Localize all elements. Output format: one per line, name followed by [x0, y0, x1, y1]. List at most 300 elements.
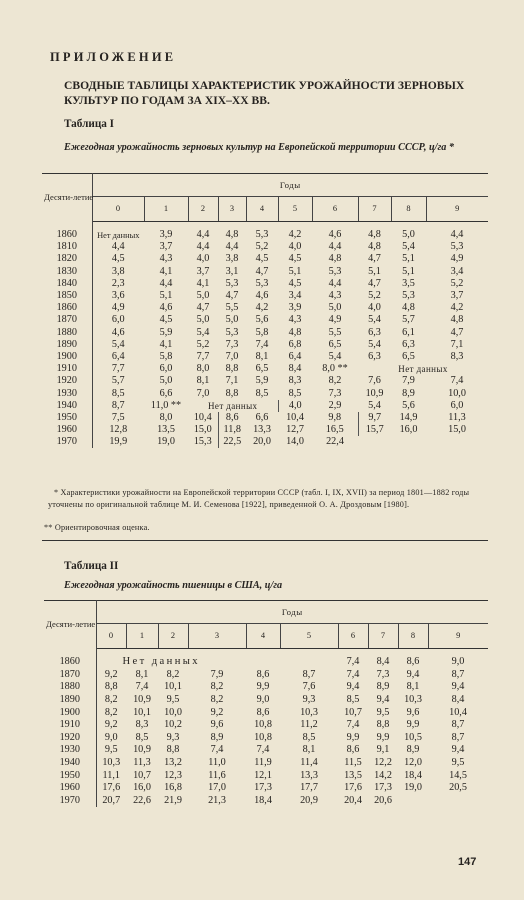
value-cell: 4,2: [255, 302, 269, 314]
decade-cell: 1960: [44, 782, 96, 795]
value-cell: 11,6: [208, 769, 226, 781]
value-cell: 6,1: [402, 326, 415, 338]
value-cell: 7,4: [135, 681, 149, 693]
column-header: 0: [92, 197, 144, 222]
table-row: [42, 302, 488, 314]
value-cell: 5,3: [402, 290, 415, 302]
value-cell: 15,0: [448, 424, 466, 436]
value-cell: 19,9: [109, 436, 128, 448]
value-cell: 8,1: [196, 375, 210, 387]
value-cell: 17,3: [254, 782, 272, 794]
decade-cell: 1930: [42, 387, 92, 399]
value-cell: 5,1: [159, 290, 173, 302]
column-header: 1: [144, 197, 188, 222]
value-cell: 6,3: [368, 350, 381, 362]
table-row: [42, 351, 488, 363]
value-cell: 8,7: [451, 719, 465, 731]
value-cell: 6,5: [328, 338, 342, 350]
value-cell: 5,0: [225, 314, 239, 326]
value-cell: [391, 436, 426, 448]
value-cell: 9,5: [376, 706, 390, 718]
table2-grid: [44, 600, 488, 807]
value-cell: 4,4: [111, 241, 125, 253]
value-cell: 15,3: [188, 436, 218, 448]
value-cell: 8,4: [288, 363, 302, 375]
value-cell: 5,8: [255, 326, 269, 338]
value-cell: 5,0: [159, 375, 173, 387]
column-header: 0: [96, 624, 126, 649]
value-cell: 5,5: [225, 302, 239, 314]
value-cell: 10,9: [133, 694, 151, 706]
value-cell: 4,0: [278, 400, 312, 412]
value-cell: 8,8: [104, 681, 118, 693]
value-cell: 9,5: [451, 757, 465, 769]
value-cell: 4,8: [225, 229, 239, 241]
value-cell: 17,3: [374, 782, 392, 794]
value-cell: 5,1: [402, 265, 415, 277]
value-cell: 5,0: [402, 229, 415, 241]
value-cell: 5,3: [450, 241, 464, 253]
table-row: [42, 339, 488, 351]
table-row: [44, 706, 488, 719]
decade-cell: 1860: [42, 229, 92, 241]
value-cell: 4,8: [368, 229, 381, 241]
value-cell: 5,3: [328, 265, 342, 277]
value-cell: 13,3: [253, 424, 271, 436]
value-cell: 19,0: [404, 782, 422, 794]
value-cell: 5,3: [225, 277, 239, 289]
value-cell: 21,9: [164, 794, 182, 806]
decade-cell: 1880: [44, 681, 96, 694]
appendix-heading: ПРИЛОЖЕНИЕ: [50, 50, 177, 64]
value-cell: 4,5: [111, 253, 125, 265]
value-cell: 12,1: [254, 769, 272, 781]
value-cell: 10,7: [344, 706, 362, 718]
value-cell: 4,4: [159, 277, 173, 289]
decade-cell: 1950: [44, 769, 96, 782]
decade-cell: 1870: [42, 314, 92, 326]
value-cell: 7,3: [225, 338, 239, 350]
value-cell: 8,2: [210, 694, 224, 706]
value-cell: 8,4: [451, 694, 465, 706]
table1-footnote-1: * Характеристики урожайности на Европейской территории СССР (табл. I, IX, XVII) за период 1801—1882 годы уточнены по оригинальной таблице М. И. Семенова [1922], приведенной О. А. Дроздовым [1980].: [48, 488, 470, 509]
value-cell: 5,2: [196, 338, 210, 350]
main-title: СВОДНЫЕ ТАБЛИЦЫ ХАРАКТЕРИСТИК УРОЖАЙНОСТИ ЗЕРНОВЫХ КУЛЬТУР ПО ГОДАМ ЗА XIX–XX ВВ.: [64, 79, 465, 107]
value-cell: 4,7: [196, 302, 210, 314]
decade-cell: 1820: [42, 253, 92, 265]
value-cell: 7,4: [210, 744, 224, 756]
column-header: 5: [280, 624, 338, 649]
value-cell: 22,6: [133, 794, 151, 806]
value-cell: 6,5: [402, 350, 415, 362]
no-data-note: Нет данных: [122, 656, 200, 668]
decade-cell: 1940: [44, 757, 96, 770]
value-cell: 17,6: [344, 782, 362, 794]
value-cell: 8,5: [302, 731, 316, 743]
value-cell: 8,8: [376, 719, 390, 731]
no-data-note: Нет данных: [398, 364, 448, 375]
value-cell: 5,4: [402, 241, 415, 253]
value-cell: 9,6: [210, 719, 224, 731]
value-cell: [358, 436, 391, 448]
value-cell: 8,1: [406, 681, 420, 693]
value-cell: 8,3: [450, 350, 464, 362]
decade-cell: 1880: [42, 327, 92, 339]
decade-cell: 1970: [42, 436, 92, 448]
value-cell: 8,9: [402, 387, 415, 399]
value-cell: 20,4: [344, 794, 362, 806]
decade-cell: 1950: [42, 412, 92, 424]
value-cell: 10,1: [164, 681, 182, 693]
value-cell: 10,9: [365, 387, 384, 399]
value-cell: 4,2: [450, 302, 464, 314]
decade-cell: 1920: [42, 375, 92, 387]
value-cell: 6,0: [159, 363, 173, 375]
table-row: [42, 278, 488, 290]
value-cell: 9,2: [104, 719, 118, 731]
value-cell: 7,7: [196, 350, 210, 362]
value-cell: 6,3: [402, 338, 415, 350]
value-cell: 13,5: [157, 424, 175, 436]
value-cell: 9,0: [256, 694, 270, 706]
value-cell: [428, 795, 488, 808]
value-cell: 10,3: [404, 694, 422, 706]
value-cell: 10,0: [448, 387, 466, 399]
value-cell: 4,5: [288, 277, 302, 289]
value-cell: 8,2: [166, 668, 180, 680]
value-cell: 10,3: [102, 757, 121, 769]
value-cell: 5,2: [255, 241, 269, 253]
value-cell: 7,0: [225, 350, 239, 362]
value-cell: 10,9: [133, 744, 151, 756]
value-cell: 5,4: [328, 350, 342, 362]
value-cell: 8,7: [451, 668, 465, 680]
value-cell: 15,7: [358, 424, 391, 436]
no-data-note: Нет данных: [208, 400, 258, 411]
value-cell: 13,3: [300, 769, 318, 781]
value-cell: 6,6: [159, 387, 173, 399]
value-cell: 8,2: [104, 694, 118, 706]
value-cell: 3,5: [402, 277, 415, 289]
value-cell: 9,9: [376, 731, 390, 743]
decade-cell: 1910: [44, 719, 96, 732]
table-row: [42, 229, 488, 241]
value-cell: 18,4: [404, 769, 422, 781]
value-cell: 3,8: [225, 253, 239, 265]
table2-label: Таблица II: [64, 560, 119, 572]
value-cell: 4,7: [225, 290, 239, 302]
value-cell: 9,4: [406, 668, 420, 680]
value-cell: 4,6: [111, 326, 125, 338]
value-cell: 9,2: [104, 668, 118, 680]
table-row: [42, 253, 488, 265]
value-cell: 17,0: [208, 782, 226, 794]
value-cell: 9,9: [346, 731, 360, 743]
value-cell: 5,6: [255, 314, 269, 326]
value-cell: 9,4: [451, 744, 465, 756]
value-cell: 4,6: [255, 290, 269, 302]
value-cell: 7,9: [210, 668, 224, 680]
value-cell: 9,4: [451, 681, 465, 693]
decade-cell: 1960: [42, 424, 92, 436]
decade-cell: 1850: [42, 290, 92, 302]
value-cell: 8,5: [111, 387, 125, 399]
value-cell: 4,2: [288, 229, 302, 241]
value-cell: 7,9: [402, 375, 415, 387]
value-cell: 10,3: [300, 706, 318, 718]
value-cell: 8,1: [135, 668, 149, 680]
value-cell: 12,7: [286, 424, 304, 436]
no-data-note: Нет данных: [97, 230, 140, 240]
table-row: [42, 290, 488, 302]
value-cell: 8,6: [346, 744, 360, 756]
value-cell: 4,0: [368, 302, 381, 314]
table-row: [44, 719, 488, 732]
value-cell: 11,3: [133, 757, 151, 769]
value-cell: 17,7: [300, 782, 318, 794]
value-cell: 8,5: [288, 387, 302, 399]
value-cell: 2,9: [328, 399, 342, 411]
value-cell: 5,2: [368, 290, 381, 302]
value-cell: 7,6: [368, 375, 381, 387]
table-row: [44, 795, 488, 808]
value-cell: 5,3: [255, 277, 269, 289]
value-cell: 7,5: [111, 411, 125, 423]
column-header: 3: [188, 624, 246, 649]
value-cell: 5,4: [111, 338, 125, 350]
value-cell: 7,1: [225, 375, 239, 387]
value-cell: 5,4: [196, 326, 210, 338]
value-cell: 10,1: [133, 706, 151, 718]
value-cell: 4,9: [450, 253, 464, 265]
decade-cell: 1870: [44, 669, 96, 682]
value-cell: 10,0: [164, 706, 182, 718]
value-cell: [426, 436, 488, 448]
decade-cell: 1890: [44, 694, 96, 707]
value-cell: 5,4: [368, 314, 381, 326]
value-cell: 8,6: [406, 656, 420, 668]
value-cell: 4,1: [159, 338, 173, 350]
value-cell: 6,4: [288, 350, 302, 362]
table-row: [44, 782, 488, 795]
value-cell: 14,2: [374, 769, 392, 781]
table-row: [42, 314, 488, 326]
value-cell: 16,0: [399, 424, 418, 436]
value-cell: 4,4: [196, 229, 210, 241]
decade-cell: 1830: [42, 266, 92, 278]
value-cell: 11,8: [223, 424, 241, 436]
decade-cell: 1860: [42, 302, 92, 314]
value-cell: 7,3: [376, 668, 390, 680]
value-cell: 8,0 **: [322, 363, 348, 375]
value-cell: 4,7: [450, 326, 464, 338]
table-row: [44, 681, 488, 694]
table-row: [42, 241, 488, 253]
value-cell: 12,8: [109, 424, 128, 436]
value-cell: 8,0: [196, 363, 210, 375]
value-cell: 4,4: [328, 277, 342, 289]
value-cell: 7,3: [328, 387, 342, 399]
value-cell: 9,3: [166, 731, 180, 743]
decade-cell: 1840: [42, 278, 92, 290]
table-row: [42, 400, 488, 412]
value-cell: 9,3: [302, 694, 316, 706]
table-row: [42, 387, 488, 399]
value-cell: 7,1: [450, 338, 464, 350]
column-header: 5: [278, 197, 312, 222]
value-cell: 4,7: [368, 277, 381, 289]
section-divider: [42, 540, 488, 541]
value-cell: 22,4: [326, 436, 344, 448]
column-header: 9: [426, 197, 488, 222]
value-cell: 7,4: [346, 656, 360, 668]
column-header: 6: [312, 197, 358, 222]
column-header: 9: [428, 624, 488, 649]
value-cell: 8,3: [135, 719, 149, 731]
decade-cell: 1910: [42, 363, 92, 375]
value-cell: 4,4: [328, 241, 342, 253]
value-cell: 8,0: [159, 411, 173, 423]
value-cell: 5,0: [196, 290, 210, 302]
table-row: [44, 694, 488, 707]
value-cell: 4,7: [255, 265, 269, 277]
value-cell: 4,3: [328, 290, 342, 302]
value-cell: 8,9: [406, 744, 420, 756]
value-cell: 9,5: [104, 744, 118, 756]
value-cell: 16,5: [325, 424, 344, 436]
value-cell: 10,8: [254, 731, 272, 743]
table-row: [42, 436, 488, 448]
value-cell: 8,2: [328, 375, 342, 387]
decade-cell: 1900: [44, 706, 96, 719]
table2-decade-header: Десяти-летие: [44, 601, 96, 649]
column-header: 2: [158, 624, 188, 649]
value-cell: 4,4: [196, 241, 210, 253]
value-cell: 22,5: [223, 436, 242, 448]
value-cell: 8,5: [255, 387, 269, 399]
column-header: 7: [368, 624, 398, 649]
value-cell: 15,0: [188, 424, 218, 436]
table2-years-header: Годы: [96, 601, 488, 624]
table-row: [44, 757, 488, 770]
table-row: [44, 744, 488, 757]
value-cell: 2,3: [111, 277, 125, 289]
value-cell: 8,9: [376, 681, 390, 693]
value-cell: 11,1: [102, 769, 120, 781]
value-cell: 5,2: [450, 277, 464, 289]
value-cell: 5,7: [111, 375, 125, 387]
column-header: 8: [398, 624, 428, 649]
value-cell: [398, 795, 428, 808]
table1-footnote-2: ** Ориентировочная оценка.: [44, 523, 150, 532]
value-cell: 9,6: [406, 706, 420, 718]
value-cell: 5,1: [288, 265, 302, 277]
value-cell: 9,4: [376, 694, 390, 706]
decade-cell: 1890: [42, 339, 92, 351]
value-cell: 10,2: [164, 719, 182, 731]
value-cell: 21,3: [208, 794, 226, 806]
decade-cell: 1810: [42, 241, 92, 253]
table-row: [44, 669, 488, 682]
value-cell: 3,4: [288, 290, 302, 302]
value-cell: 10,7: [133, 769, 151, 781]
value-cell: 4,3: [159, 253, 173, 265]
value-cell: 10,5: [404, 731, 422, 743]
value-cell: 8,1: [255, 350, 269, 362]
value-cell: 9,7: [358, 412, 391, 424]
value-cell: 11,9: [254, 757, 272, 769]
column-header: 4: [246, 624, 280, 649]
column-header: 4: [246, 197, 278, 222]
table-row: [42, 363, 488, 375]
value-cell: 5,3: [255, 229, 269, 241]
value-cell: 7,4: [346, 719, 360, 731]
decade-cell: 1930: [44, 744, 96, 757]
table-row: [42, 412, 488, 424]
table1-decade-header: Десяти-летие: [42, 174, 92, 222]
table1-grid: [42, 173, 488, 448]
value-cell: 5,4: [368, 338, 381, 350]
value-cell: 9,0: [104, 731, 118, 743]
value-cell: 4,8: [328, 253, 342, 265]
value-cell: 8,1: [302, 744, 316, 756]
value-cell: 8,7: [302, 668, 316, 680]
value-cell: 19,0: [157, 436, 175, 448]
value-cell: 20,9: [300, 794, 318, 806]
table-row: [44, 732, 488, 745]
value-cell: 13,2: [164, 757, 182, 769]
value-cell: 4,1: [159, 265, 173, 277]
value-cell: 10,4: [188, 412, 218, 424]
value-cell: 9,9: [406, 719, 420, 731]
value-cell: 6,6: [255, 411, 269, 423]
value-cell: 4,0: [288, 241, 302, 253]
value-cell: 11,2: [300, 719, 318, 731]
table1-caption: Ежегодная урожайность зерновых культур на Европейской территории СССР, ц/га *: [64, 142, 454, 153]
table-row: [44, 656, 488, 669]
value-cell: 6,0: [111, 314, 125, 326]
value-cell: 8,4: [376, 656, 390, 668]
value-cell: 5,9: [255, 375, 269, 387]
value-cell: 6,4: [111, 350, 125, 362]
value-cell: 14,5: [449, 769, 467, 781]
value-cell: 5,0: [196, 314, 210, 326]
value-cell: 10,8: [254, 719, 272, 731]
value-cell: 4,7: [368, 253, 381, 265]
value-cell: 13,5: [344, 769, 362, 781]
value-cell: 5,0: [328, 302, 342, 314]
column-header: 3: [218, 197, 246, 222]
value-cell: 8,6: [256, 706, 270, 718]
value-cell: 3,7: [159, 241, 173, 253]
value-cell: 20,5: [449, 782, 467, 794]
value-cell: 5,1: [402, 253, 415, 265]
value-cell: 14,9: [399, 411, 418, 423]
value-cell: 4,1: [196, 277, 210, 289]
value-cell: 20,7: [102, 794, 121, 806]
value-cell: 12,2: [374, 757, 392, 769]
table-row: [44, 769, 488, 782]
table-row: [42, 375, 488, 387]
value-cell: 8,8: [166, 744, 180, 756]
value-cell: 4,9: [328, 314, 342, 326]
table-row: [42, 327, 488, 339]
value-cell: 9,1: [376, 744, 390, 756]
value-cell: 5,4: [368, 399, 381, 411]
value-cell: 11,4: [300, 757, 318, 769]
value-cell: 4,8: [402, 302, 415, 314]
decade-cell: 1900: [42, 351, 92, 363]
